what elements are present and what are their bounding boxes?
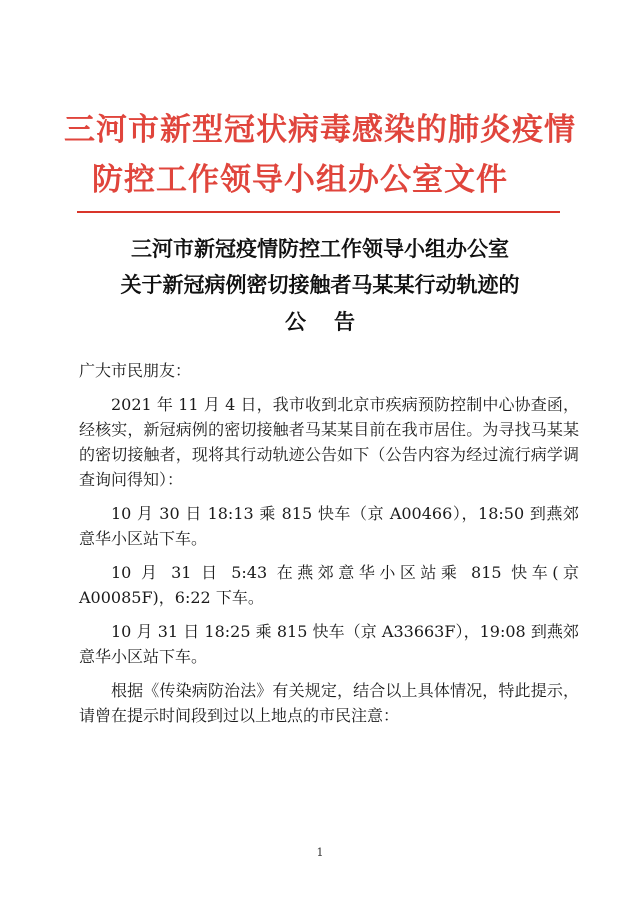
letterhead-line-1: 三河市新型冠状病毒感染的肺炎疫情 [64,112,576,148]
notice-title-line-2: 关于新冠病例密切接触者马某某行动轨迹的 [120,272,520,297]
closing-paragraph: 根据《传染病防治法》有关规定，结合以上具体情况，特此提示，请曾在提示时间段到过以上地点的市民注意： [79,681,579,725]
notice-title-line-3: 公告 [285,309,383,334]
page-number: 1 [316,846,324,859]
trip-paragraph-2: 10 月 31 日 5:43 在燕郊意华小区站乘 815 快车(京 A00085F)，6:22 下车。 [79,563,579,607]
salutation: 广大市民朋友： [79,361,192,380]
letterhead-red-rule [77,211,560,213]
notice-body [79,358,579,728]
intro-paragraph: 2021 年 11 月 4 日，我市收到北京市疾病预防控制中心协查函，经核实，新冠病例的密切接触者马某某目前在我市居住。为寻找马某某的密切接触者，现将其行动轨迹公告如下（公告内容为经过流行病学调查询问得知）： [79,395,579,489]
trip-paragraph-3: 10 月 31 日 18:25 乘 815 快车（京 A33663F），19:08 到燕郊意华小区站下车。 [79,622,579,666]
notice-title-line-1: 三河市新冠疫情防控工作领导小组办公室 [131,236,509,261]
trip-paragraph-1: 10 月 30 日 18:13 乘 815 快车（京 A00466），18:50 到燕郊意华小区站下车。 [79,504,579,548]
letterhead-line-2: 防控工作领导小组办公室文件 [92,162,508,198]
